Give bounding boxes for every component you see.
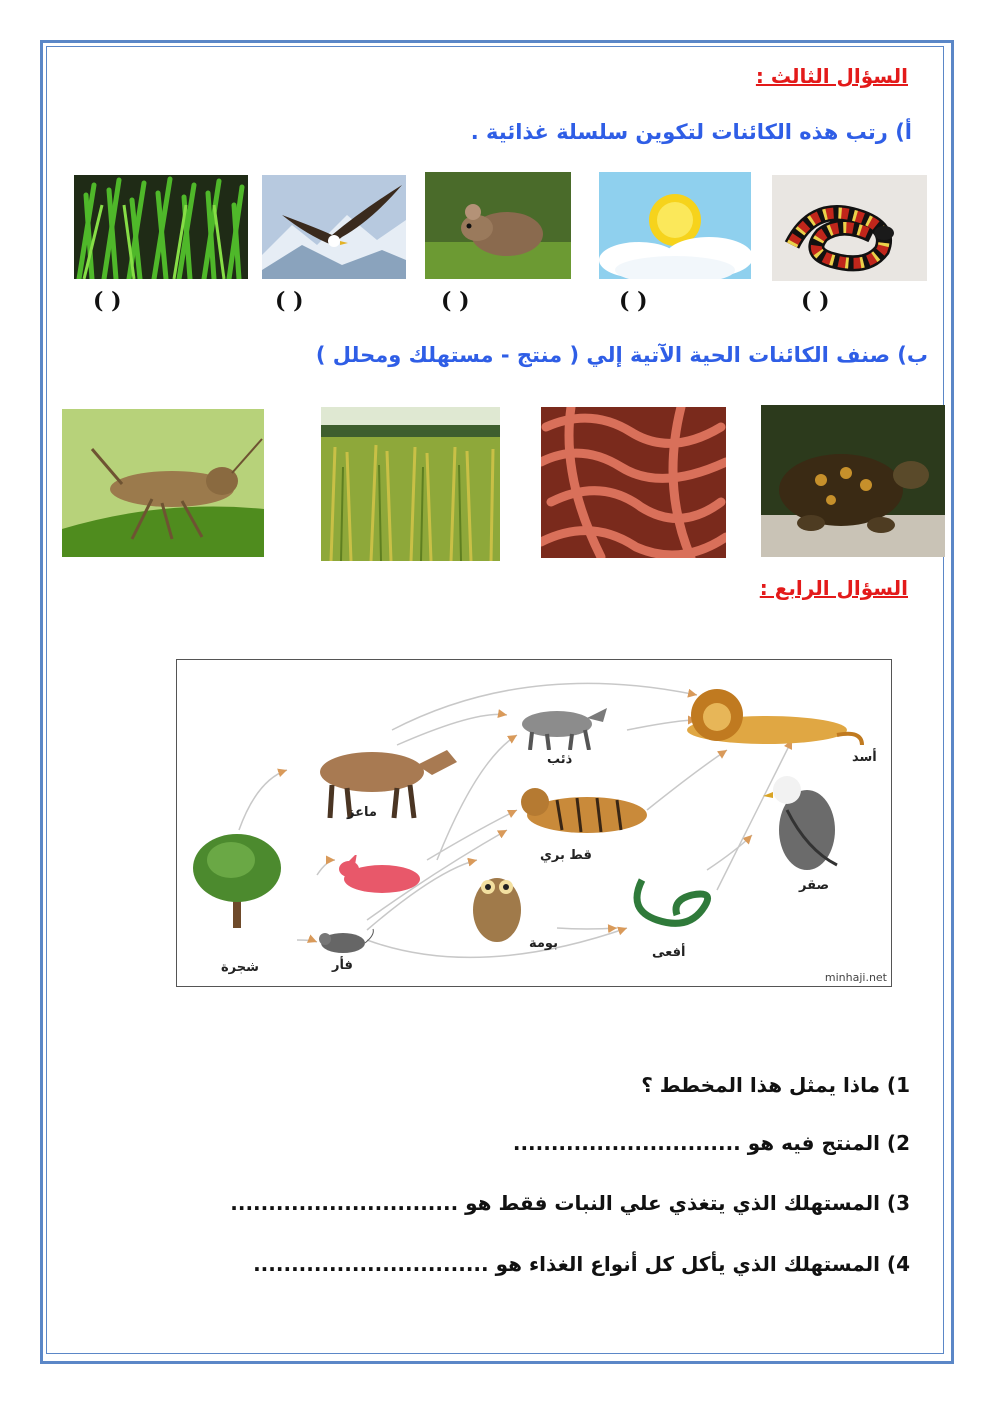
goat-illustration xyxy=(302,740,462,820)
label-snake: أفعى xyxy=(652,945,686,960)
label-owl: بومة xyxy=(529,936,558,951)
lion-illustration xyxy=(667,685,867,750)
blank-grass[interactable]: ( ) xyxy=(93,288,122,314)
label-eagle: صقر xyxy=(799,878,830,893)
grass-photo xyxy=(74,175,248,279)
snake-photo xyxy=(772,175,927,281)
label-wildcat: قط بري xyxy=(540,848,592,863)
mouse-photo xyxy=(425,172,571,279)
blank-sun[interactable]: ( ) xyxy=(619,288,648,314)
rice-field-photo xyxy=(321,407,500,561)
question-4-title: السؤال الرابع : xyxy=(759,576,908,600)
label-lion: أسد xyxy=(852,750,877,765)
label-mouse: فأر xyxy=(332,958,353,973)
sun-photo xyxy=(599,172,751,279)
question-3-part-a: أ) رتب هذه الكائنات لتكوين سلسلة غذائية . xyxy=(470,120,912,144)
question-4-item-1: 1) ماذا يمثل هذا المخطط ؟ xyxy=(641,1073,910,1097)
wolf-illustration xyxy=(507,700,612,750)
label-goat: ماعز xyxy=(347,805,377,820)
snake-illustration xyxy=(632,870,727,935)
question-4-item-4: 4) المستهلك الذي يأكل كل أنواع الغذاء هو ............................... xyxy=(253,1252,910,1276)
blank-mouse[interactable]: ( ) xyxy=(441,288,470,314)
wildcat-illustration xyxy=(507,780,657,840)
food-web-diagram xyxy=(176,659,892,987)
label-wolf: ذئب xyxy=(547,752,573,767)
grasshopper-photo xyxy=(62,409,264,557)
label-tree: شجرة xyxy=(221,960,259,975)
worms-photo xyxy=(541,407,726,558)
blank-eagle[interactable]: ( ) xyxy=(275,288,304,314)
eagle-photo xyxy=(262,175,406,279)
eagle-illustration xyxy=(757,770,857,875)
owl-illustration xyxy=(467,865,527,945)
rabbit-illustration xyxy=(337,855,437,895)
tree-illustration xyxy=(191,828,283,928)
question-3-part-b: ب) صنف الكائنات الحية الآتية إلي ( منتج - مستهلك ومحلل ) xyxy=(315,343,928,367)
turtle-photo xyxy=(761,405,945,557)
blank-snake[interactable]: ( ) xyxy=(801,288,830,314)
mouse-illustration xyxy=(315,925,375,955)
diagram-credit: minhaji.net xyxy=(824,971,887,984)
question-3-title: السؤال الثالث : xyxy=(755,64,908,88)
question-4-item-2: 2) المنتج فيه هو .............................. xyxy=(512,1131,910,1155)
question-4-item-3: 3) المستهلك الذي يتغذي علي النبات فقط هو .............................. xyxy=(230,1191,910,1215)
